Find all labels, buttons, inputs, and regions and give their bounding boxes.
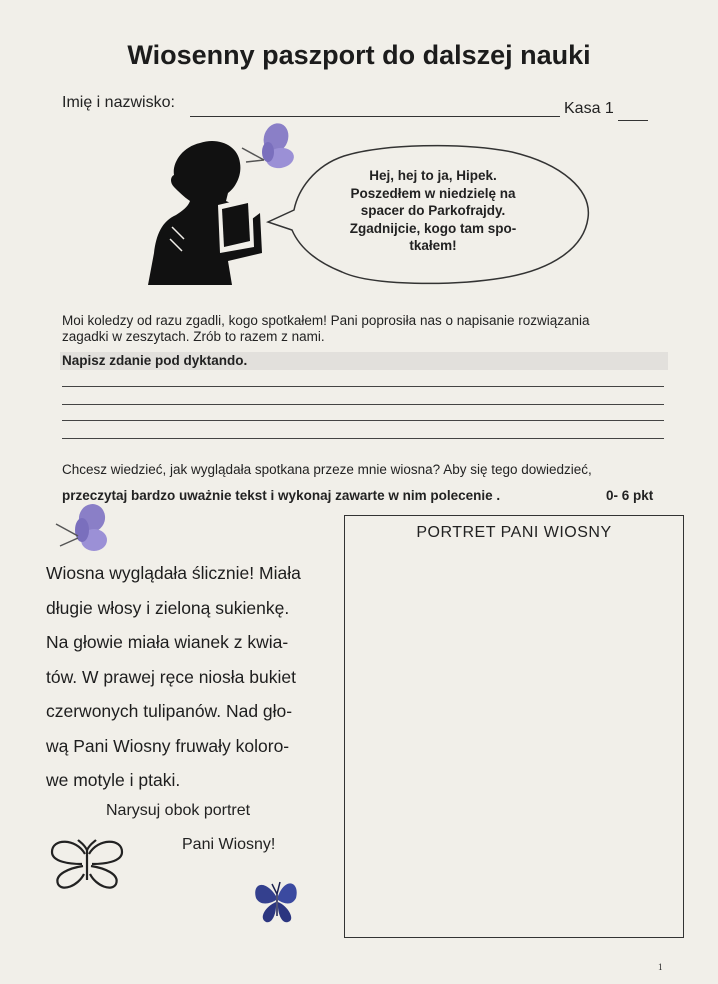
dictation-instruction: Napisz zdanie pod dyktando. bbox=[62, 353, 248, 368]
writing-line[interactable] bbox=[62, 420, 664, 421]
task-text-line1: Chcesz wiedzieć, jak wyglądała spotkana przeze mnie wiosna? Aby się tego dowiedzieć, bbox=[62, 462, 592, 477]
draw-instruction: Narysuj obok portret bbox=[106, 802, 251, 819]
portrait-title: PORTRET PANI WIOSNY bbox=[416, 524, 612, 541]
page-title: Wiosenny paszport do dalszej nauki bbox=[127, 40, 591, 70]
portrait-drawing-box[interactable] bbox=[344, 515, 684, 938]
intro-text: Moi koledzy od razu zgadli, kogo spotkałem! Pani poprosiła nas o napisanie rozwiązania zagadki w zeszytach. Zrób to razem z nami. bbox=[62, 313, 590, 344]
writing-line[interactable] bbox=[62, 404, 664, 405]
writing-line[interactable] bbox=[62, 386, 664, 387]
speech-bubble-text: Hej, hej to ja, Hipek. Poszedłem w niedzielę na spacer do Parkofrajdy. Zgadnijcie, kogo tam spo- tkałem! bbox=[349, 168, 517, 253]
class-field[interactable] bbox=[618, 120, 648, 121]
class-label: Kasa 1 bbox=[564, 100, 614, 117]
outline-butterfly-icon bbox=[46, 836, 128, 892]
butterfly-icon bbox=[52, 502, 118, 558]
page-number: 1 bbox=[658, 962, 663, 972]
name-label: Imię i nazwisko: bbox=[62, 94, 175, 111]
story-text: Wiosna wyglądała ślicznie! Miała długie włosy i zieloną sukienkę. Na głowie miała wianek z kwia- tów. W prawej ręce niosła bukiet czerwonych tulipanów. Nad gło- wą Pani Wiosny fruwały koloro- we motyle i ptaki. bbox=[46, 563, 301, 790]
draw-instruction: Pani Wiosny! bbox=[182, 836, 276, 853]
points-label: 0- 6 pkt bbox=[606, 488, 654, 503]
name-field[interactable] bbox=[190, 116, 560, 117]
task-text-line2: przeczytaj bardzo uważnie tekst i wykonaj zawarte w nim polecenie . bbox=[62, 488, 501, 503]
writing-line[interactable] bbox=[62, 438, 664, 439]
butterfly-icon bbox=[250, 870, 304, 928]
